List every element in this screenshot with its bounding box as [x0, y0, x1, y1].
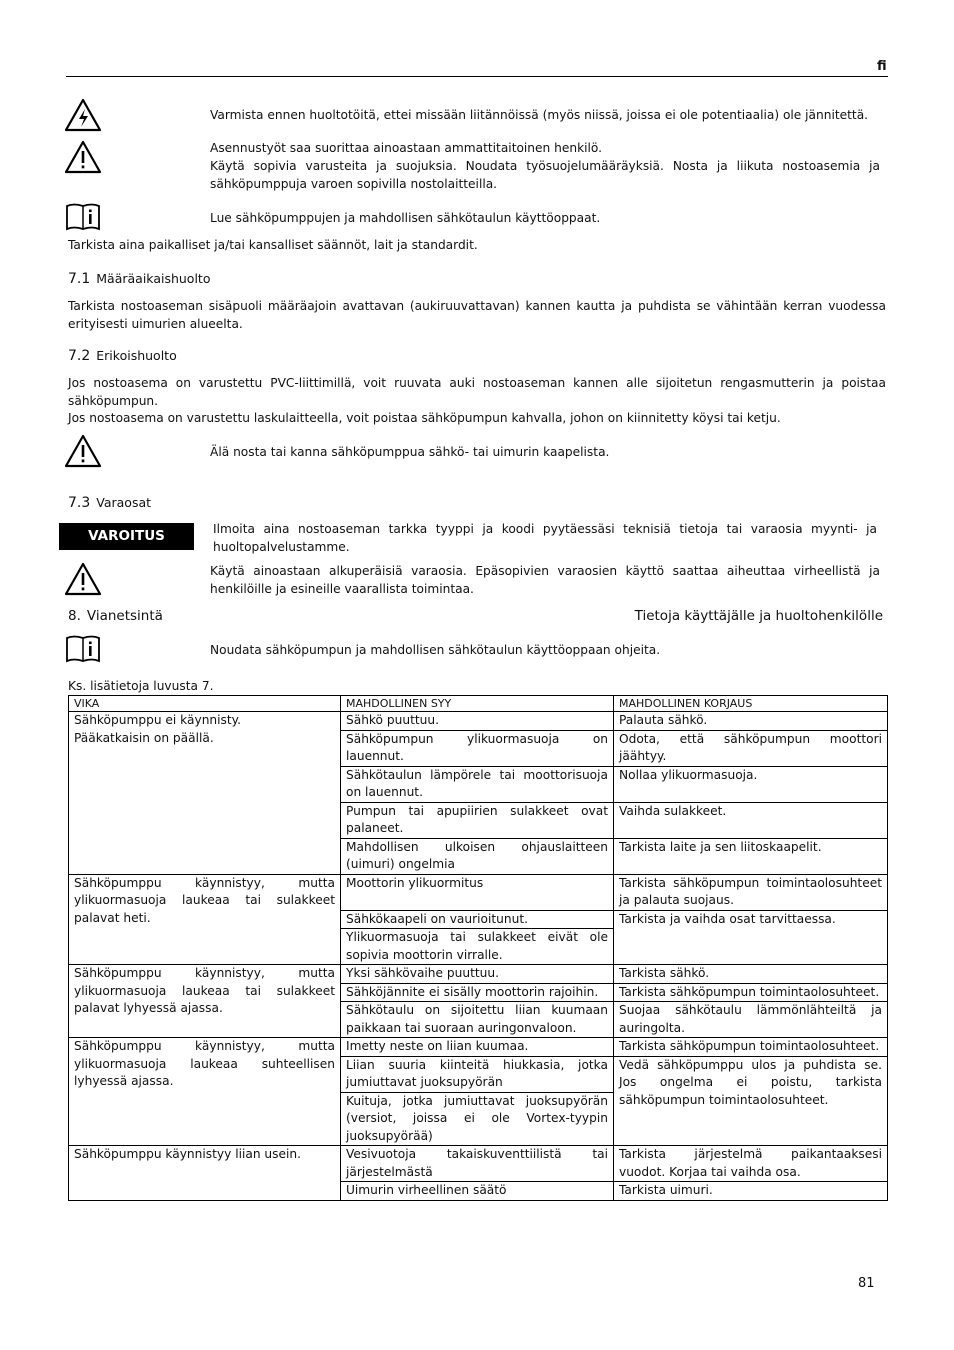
qualified-notice-2: Käytä sopivia varusteita ja suojuksia. Noudata työsuojelumääräyksiä. Nosta ja liikuta nostoasemia ja sähköpumppuja varoen sopivilla nostolaitteilla. [210, 159, 880, 191]
fault-cell: Sähköpumppu käynnistyy, mutta ylikuormasuoja laukeaa tai sulakkeet palavat lyhyessä ajassa. [69, 965, 341, 1038]
warning-icon [64, 140, 102, 174]
remedy-cell: Tarkista sähköpumpun toimintaolosuhteet. [614, 1038, 888, 1057]
regulations-notice: Tarkista aina paikalliset ja/tai kansalliset säännöt, lait ja standardit. [68, 238, 478, 252]
section-8-heading [68, 608, 163, 626]
section-title: Määräaikaishuolto [96, 271, 211, 286]
page-number: 81 [858, 1276, 875, 1291]
section-title: Erikoishuolto [96, 348, 177, 363]
table-row [69, 874, 888, 910]
cause-cell: Sähkötaulun lämpörele tai moottorisuoja on lauennut. [341, 766, 614, 802]
section-number: 7.3 [68, 495, 91, 511]
cause-cell: Uimurin virheellinen säätö [341, 1182, 614, 1201]
fault-cell: Sähköpumppu käynnistyy liian usein. [69, 1146, 341, 1201]
cable-warning: Älä nosta tai kanna sähköpumppua sähkö- tai uimurin kaapelista. [210, 445, 610, 459]
cause-cell: Liian suuria kiinteitä hiukkasia, jotka jumiuttavat juoksupyörän [341, 1056, 614, 1092]
remedy-cell: Tarkista ja vaihda osat tarvittaessa. [614, 910, 888, 965]
warning-icon [64, 434, 102, 468]
cause-cell: Kuituja, jotka jumiuttavat juoksupyörän (versiot, joissa ei ole Vortex-tyypin juoksupyörää) [341, 1092, 614, 1146]
section-number: 7.2 [68, 348, 91, 364]
remedy-cell: Vaihda sulakkeet. [614, 802, 888, 838]
remedy-cell: Tarkista järjestelmä paikantaaksesi vuodot. Korjaa tai vaihda osa. [614, 1146, 888, 1182]
section-7-1-text: Tarkista nostoaseman sisäpuoli määräajoin avattavan (aukiruuvattavan) kannen kautta ja puhdista se vähintään kerran vuodessa erityisesti uimurien alueelta. [68, 299, 886, 331]
cause-cell: Moottorin ylikuormitus [341, 874, 614, 910]
voltage-notice: Varmista ennen huoltotöitä, ettei missään liitännöissä (myös niissä, joissa ei ole potentiaalia) ole jännitettä. [210, 108, 869, 122]
section-7-2-text-1: Jos nostoasema on varustettu PVC-liittimillä, voit ruuvata auki nostoaseman kannen alle sijoitetun rengasmutterin ja poistaa sähköpumpun. [68, 376, 886, 408]
language-code: fi [877, 59, 887, 74]
cause-cell: Sähköjännite ei sisälly moottorin rajoihin. [341, 983, 614, 1002]
header-remedy: MAHDOLLINEN KORJAUS [614, 696, 888, 712]
cause-cell: Sähkö puuttuu. [341, 712, 614, 731]
cause-cell: Ylikuormasuoja tai sulakkeet eivät ole sopivia moottorin virralle. [341, 929, 614, 965]
electric-hazard-icon [64, 98, 102, 132]
spare-parts-warning: Käytä ainoastaan alkuperäisiä varaosia. Epäsopivien varaosien käyttö saattaa aiheuttaa virheellistä ja henkilöille ja esineille vaarallista toimintaa. [210, 564, 880, 596]
cause-cell: Sähkökaapeli on vaurioitunut. [341, 910, 614, 929]
qualified-notice-1: Asennustyöt saa suorittaa ainoastaan ammattitaitoinen henkilö. [210, 141, 603, 155]
table-row [69, 965, 888, 984]
table-header-row [69, 696, 888, 712]
spare-parts-text: Ilmoita aina nostoaseman tarkka tyyppi ja koodi pyytäessäsi teknisiä tietoja tai varaosia myynti- ja huoltopalvelustamme. [213, 522, 877, 554]
remedy-cell: Vedä sähköpumppu ulos ja puhdista se. Jos ongelma ei poistu, tarkista sähköpumpun toimintaolosuhteet. [614, 1056, 888, 1146]
section-title: Vianetsintä [86, 608, 163, 624]
table-row [69, 1146, 888, 1182]
cause-cell: Yksi sähkövaihe puuttuu. [341, 965, 614, 984]
troubleshooting-table [68, 695, 888, 1201]
chapter-reference: Ks. lisätietoja luvusta 7. [68, 679, 214, 693]
remedy-cell: Tarkista laite ja sen liitoskaapelit. [614, 838, 888, 874]
fault-cell: Sähköpumppu käynnistyy, mutta ylikuormasuoja laukeaa suhteellisen lyhyessä ajassa. [69, 1038, 341, 1146]
manual-instruction: Noudata sähköpumpun ja mahdollisen sähkötaulun käyttöoppaan ohjeita. [210, 643, 661, 657]
warning-icon [64, 562, 102, 596]
section-7-2-heading [68, 347, 177, 366]
section-7-2-text-2: Jos nostoasema on varustettu laskulaitteella, voit poistaa sähköpumpun kahvalla, johon on kiinnitetty köysi tai ketju. [68, 411, 781, 425]
cause-cell: Pumpun tai apupiirien sulakkeet ovat palaneet. [341, 802, 614, 838]
remedy-cell: Tarkista uimuri. [614, 1182, 888, 1201]
section-title: Varaosat [96, 495, 152, 510]
audience-note: Tietoja käyttäjälle ja huoltohenkilölle [634, 608, 883, 624]
manual-info-icon [64, 202, 102, 232]
remedy-cell: Odota, että sähköpumpun moottori jäähtyy. [614, 730, 888, 766]
section-7-3-heading [68, 494, 151, 513]
cause-cell: Sähköpumpun ylikuormasuoja on lauennut. [341, 730, 614, 766]
remedy-cell: Tarkista sähköpumpun toimintaolosuhteet. [614, 983, 888, 1002]
header-fault: VIKA [69, 696, 341, 712]
remedy-cell: Suojaa sähkötaulu lämmönlähteiltä ja auringolta. [614, 1002, 888, 1038]
manual-info-icon [64, 634, 102, 664]
fault-cell: Sähköpumppu ei käynnisty. Pääkatkaisin on päällä. [69, 712, 341, 875]
cause-cell: Sähkötaulu on sijoitettu liian kuumaan paikkaan tai suoraan auringonvaloon. [341, 1002, 614, 1038]
remedy-cell: Tarkista sähkö. [614, 965, 888, 984]
table-row [69, 1038, 888, 1057]
table-row [69, 712, 888, 731]
cause-cell: Vesivuotoja takaiskuventtiilistä tai järjestelmästä [341, 1146, 614, 1182]
remedy-cell: Palauta sähkö. [614, 712, 888, 731]
cause-cell: Imetty neste on liian kuumaa. [341, 1038, 614, 1057]
remedy-cell: Nollaa ylikuormasuoja. [614, 766, 888, 802]
cause-cell: Mahdollisen ulkoisen ohjauslaitteen (uimuri) ongelmia [341, 838, 614, 874]
section-7-1-heading [68, 270, 210, 289]
fault-cell: Sähköpumppu käynnistyy, mutta ylikuormasuoja laukeaa tai sulakkeet palavat heti. [69, 874, 341, 965]
section-number: 7.1 [68, 271, 91, 287]
warning-badge: VAROITUS [59, 523, 194, 550]
section-number: 8. [68, 608, 81, 624]
manual-notice: Lue sähköpumppujen ja mahdollisen sähkötaulun käyttöoppaat. [210, 211, 601, 225]
remedy-cell: Tarkista sähköpumpun toimintaolosuhteet ja palauta suojaus. [614, 874, 888, 910]
header-rule [66, 76, 888, 77]
header-cause: MAHDOLLINEN SYY [341, 696, 614, 712]
